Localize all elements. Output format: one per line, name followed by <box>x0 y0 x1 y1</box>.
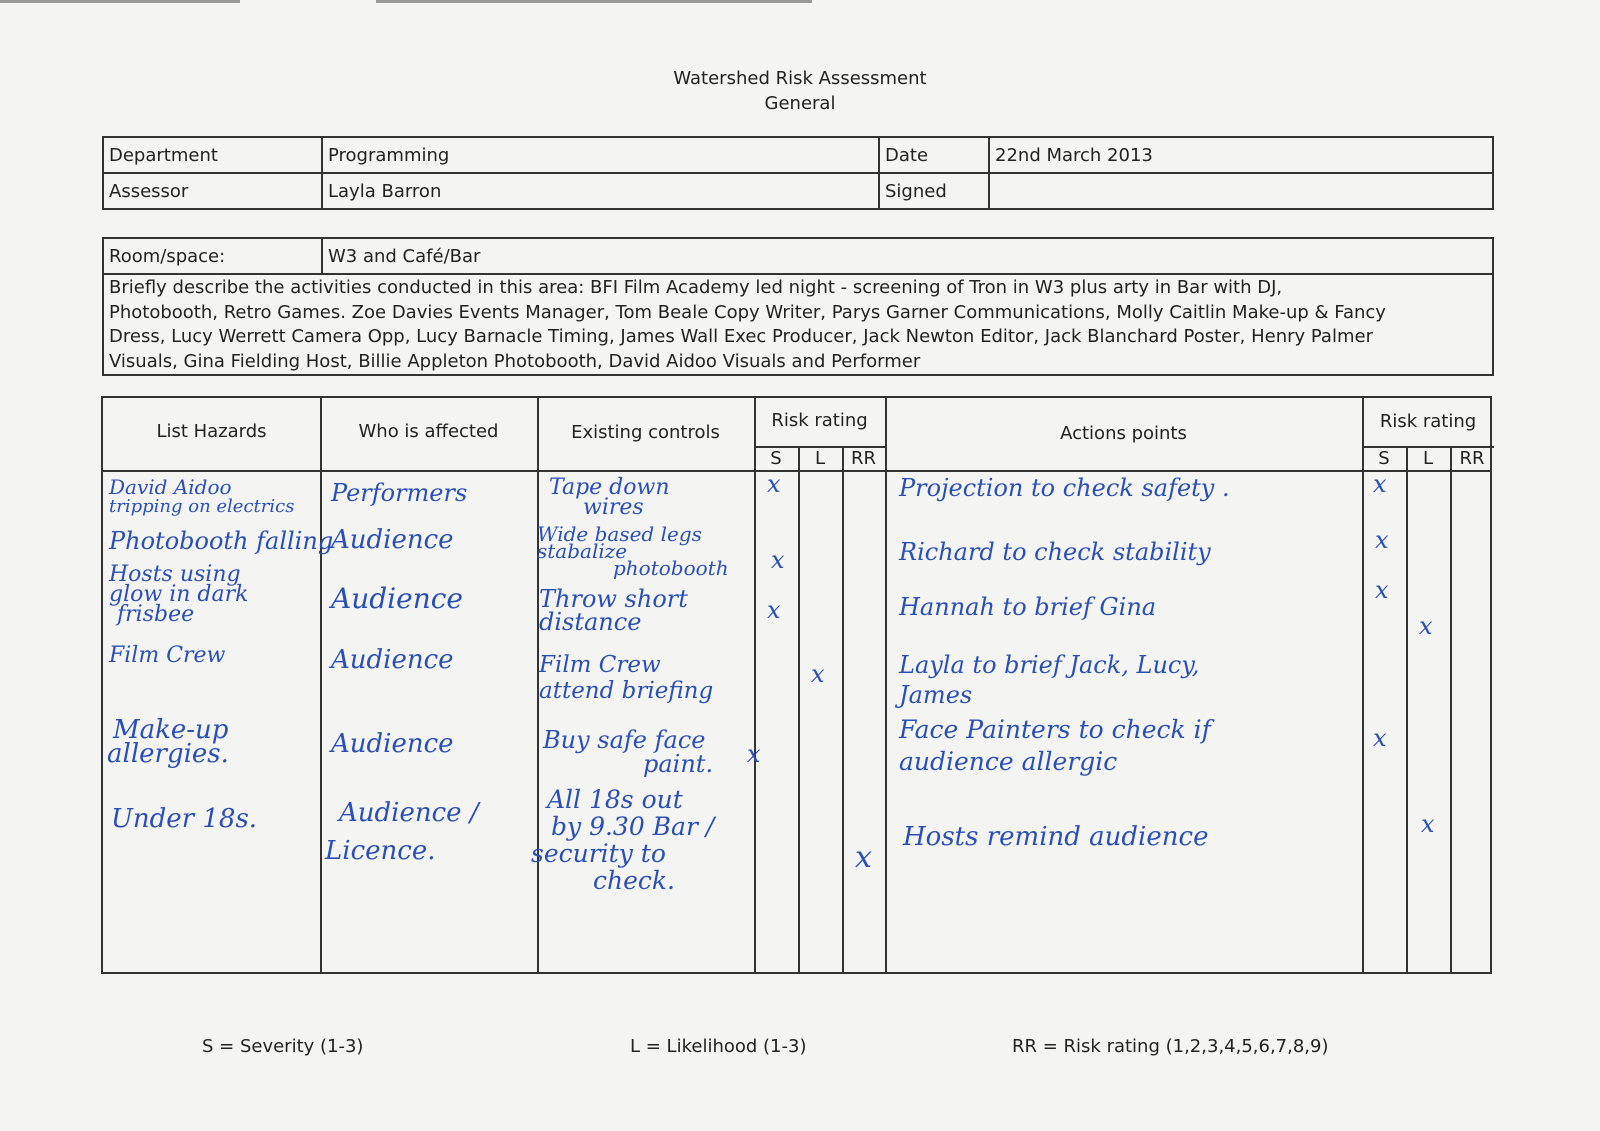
column-divider <box>754 398 756 972</box>
risk-score-mark: x <box>855 840 872 875</box>
control-entry: Tape down wires <box>549 475 670 520</box>
control-entry: Film Crew attend briefing <box>539 652 714 704</box>
info-row <box>103 137 1493 173</box>
header-hazards: List Hazards <box>156 421 267 442</box>
severity-mark: x <box>747 740 761 768</box>
header-risk-score: RR <box>850 448 876 469</box>
header-controls: Existing controls <box>571 422 720 443</box>
control-entry: Wide based legs stabalize photobooth <box>537 522 729 580</box>
action-entry: Face Painters to check if audience allergic <box>899 715 1211 776</box>
column-divider <box>842 446 844 972</box>
info-row <box>103 173 1493 209</box>
severity-mark-after: x <box>1375 526 1389 554</box>
assessor-value: Layla Barron <box>322 173 879 209</box>
likelihood-mark: x <box>811 660 825 688</box>
severity-mark: x <box>767 596 781 624</box>
description-row <box>103 274 1493 375</box>
header-likelihood: L <box>814 448 826 469</box>
action-entry: Richard to check stability <box>899 538 1211 566</box>
room-table <box>102 237 1494 376</box>
action-entry: Hannah to brief Gina <box>899 593 1157 621</box>
control-entry: Buy safe face paint. <box>543 726 714 778</box>
action-entry: Projection to check safety . <box>899 474 1230 502</box>
scan-edge-line <box>0 0 240 3</box>
severity-mark: x <box>767 470 781 498</box>
hazard-entry: Make-up allergies. <box>107 715 229 769</box>
hazard-grid <box>101 396 1492 974</box>
room-label: Room/space: <box>103 238 322 274</box>
header-risk-score-after: RR <box>1459 448 1485 469</box>
description-line: Dress, Lucy Werrett Camera Opp, Lucy Barnacle Timing, James Wall Exec Producer, Jack Newton Editor, Jack Blanchard Poster, Henry Palmer <box>109 326 1373 347</box>
affected-entry: Audience <box>331 645 454 675</box>
severity-mark-after: x <box>1373 470 1387 498</box>
affected-entry: Audience / Licence. <box>325 798 479 866</box>
header-likelihood-after: L <box>1422 448 1434 469</box>
signed-label: Signed <box>879 173 989 209</box>
legend-likelihood: L = Likelihood (1-3) <box>630 1036 807 1057</box>
column-divider <box>798 446 800 972</box>
affected-entry: Audience <box>331 525 454 555</box>
hazard-entry: David Aidoo tripping on electrics <box>109 475 295 517</box>
control-entry: All 18s out by 9.30 Bar / security to check. <box>531 785 715 895</box>
action-entry: Hosts remind audience <box>903 822 1209 852</box>
hazard-entry: Film Crew <box>109 643 226 668</box>
affected-entry: Audience <box>331 582 463 615</box>
severity-mark-after: x <box>1375 576 1389 604</box>
department-label: Department <box>103 137 322 173</box>
header-severity: S <box>770 448 782 469</box>
date-label: Date <box>879 137 989 173</box>
likelihood-mark-after: x <box>1419 612 1433 640</box>
page-title: Watershed Risk Assessment <box>673 68 927 89</box>
header-divider <box>103 470 1490 472</box>
affected-entry: Performers <box>331 479 468 507</box>
legend-severity: S = Severity (1-3) <box>202 1036 364 1057</box>
info-table <box>102 136 1494 210</box>
room-row <box>103 238 1493 274</box>
department-value: Programming <box>322 137 879 173</box>
hazard-entry: Under 18s. <box>111 804 258 834</box>
severity-mark-after: x <box>1373 724 1387 752</box>
header-severity-after: S <box>1378 448 1390 469</box>
description-line: Visuals, Gina Fielding Host, Billie Appleton Photobooth, David Aidoo Visuals and Performer <box>109 350 921 372</box>
column-divider <box>320 398 322 972</box>
header-risk-rating: Risk rating <box>771 410 868 431</box>
date-value: 22nd March 2013 <box>989 137 1493 173</box>
control-entry: Throw short distance <box>539 585 688 636</box>
column-divider <box>1450 446 1452 972</box>
header-actions: Actions points <box>1060 423 1187 444</box>
column-divider <box>885 398 887 972</box>
description-line: Photobooth, Retro Games. Zoe Davies Events Manager, Tom Beale Copy Writer, Parys Garner Communications, Molly Caitlin Make-up & Fancy <box>109 301 1386 323</box>
header-affected: Who is affected <box>358 421 499 442</box>
legend-risk-rating: RR = Risk rating (1,2,3,4,5,6,7,8,9) <box>1012 1036 1329 1057</box>
severity-mark: x <box>771 546 785 574</box>
assessor-label: Assessor <box>103 173 322 209</box>
page-subtitle: General <box>764 93 836 114</box>
action-entry: Layla to brief Jack, Lucy, James <box>899 651 1200 709</box>
column-divider <box>1406 446 1408 972</box>
affected-entry: Audience <box>331 729 454 759</box>
room-value: W3 and Café/Bar <box>322 238 1493 274</box>
hazard-entry: Hosts using glow in dark frisbee <box>109 562 249 627</box>
hazard-entry: Photobooth falling <box>109 527 334 555</box>
header-risk-rating-after: Risk rating <box>1379 411 1477 432</box>
activity-description <box>103 274 1493 375</box>
description-line: Briefly describe the activities conducted in this area: BFI Film Academy led night - screening of Tron in W3 plus arty in Bar with DJ, <box>109 277 1283 298</box>
signed-value <box>989 173 1493 209</box>
column-divider <box>1362 398 1364 972</box>
scan-edge-line <box>376 0 812 3</box>
likelihood-mark-after: x <box>1421 810 1435 838</box>
